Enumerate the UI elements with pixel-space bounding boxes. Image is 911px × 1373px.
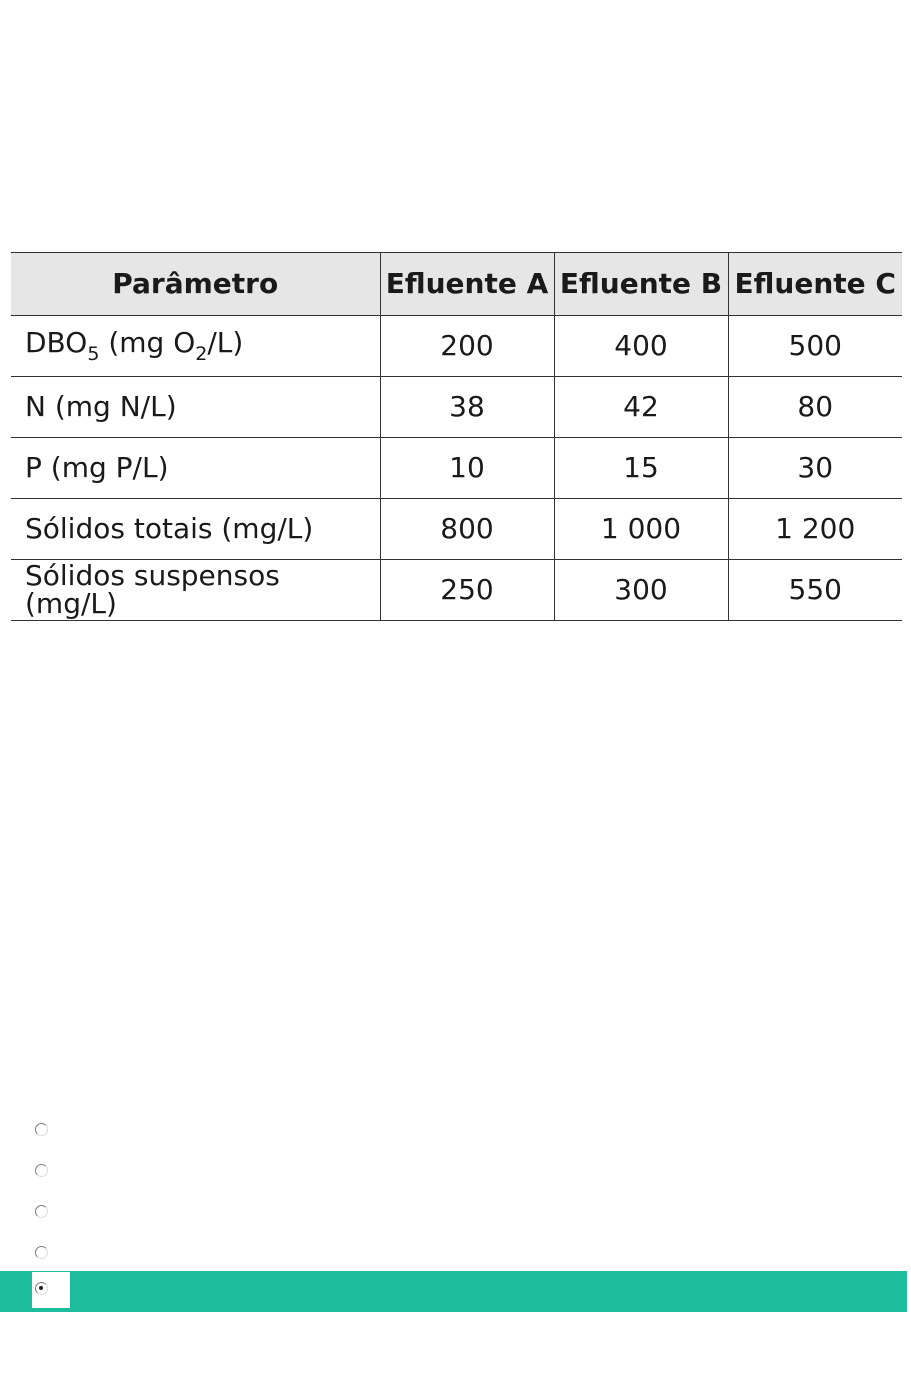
table-cell: 500 <box>728 316 902 377</box>
answer-option-c[interactable] <box>0 1189 911 1230</box>
table-row <box>11 438 902 499</box>
answer-option-d[interactable] <box>0 1230 911 1271</box>
header-efluente-a: Efluente A <box>380 253 554 316</box>
table-cell: 1 200 <box>728 499 902 560</box>
radio-button-e[interactable] <box>35 1282 48 1295</box>
table-cell: 1 000 <box>554 499 728 560</box>
dbo-unit-text: (mg O <box>99 325 196 359</box>
table-row <box>11 316 902 377</box>
radio-selected-dot <box>39 1286 43 1290</box>
row-label-dbo <box>11 316 380 377</box>
table-cell: 550 <box>728 560 902 621</box>
table-cell: 38 <box>380 377 554 438</box>
row-label-solidos-totais: Sólidos totais (mg/L) <box>11 499 380 560</box>
answer-option-a[interactable] <box>0 1107 911 1148</box>
table-cell: 42 <box>554 377 728 438</box>
table-cell: 15 <box>554 438 728 499</box>
table-cell: 800 <box>380 499 554 560</box>
row-label-n: N (mg N/L) <box>11 377 380 438</box>
dbo-subscript: 5 <box>87 342 100 365</box>
table-cell: 30 <box>728 438 902 499</box>
table-cell: 250 <box>380 560 554 621</box>
dbo-label-text: DBO <box>25 325 88 359</box>
header-efluente-b: Efluente B <box>554 253 728 316</box>
oxygen-subscript: 2 <box>195 342 208 365</box>
header-efluente-c: Efluente C <box>728 253 902 316</box>
answer-options <box>0 1107 911 1312</box>
radio-holder <box>32 1116 70 1148</box>
answer-option-b[interactable] <box>0 1148 911 1189</box>
table-cell: 10 <box>380 438 554 499</box>
dbo-unit-end: /L) <box>207 325 244 359</box>
table-row <box>11 499 902 560</box>
row-label-solidos-suspensos: Sólidos suspensos (mg/L) <box>11 560 380 621</box>
radio-holder <box>32 1157 70 1189</box>
table-cell: 400 <box>554 316 728 377</box>
parameter-table <box>11 252 902 621</box>
answer-option-e-selected[interactable] <box>0 1271 907 1312</box>
header-parametro: Parâmetro <box>11 253 380 316</box>
parameter-table-container <box>11 252 902 621</box>
table-row <box>11 560 902 621</box>
radio-holder <box>32 1272 70 1308</box>
radio-holder <box>32 1239 70 1271</box>
row-label-p: P (mg P/L) <box>11 438 380 499</box>
radio-holder <box>32 1198 70 1230</box>
table-cell: 300 <box>554 560 728 621</box>
radio-button-d[interactable] <box>35 1246 48 1259</box>
radio-button-c[interactable] <box>35 1205 48 1218</box>
table-cell: 200 <box>380 316 554 377</box>
table-cell: 80 <box>728 377 902 438</box>
table-header-row <box>11 253 902 316</box>
table-row <box>11 377 902 438</box>
radio-button-a[interactable] <box>35 1123 48 1136</box>
radio-button-b[interactable] <box>35 1164 48 1177</box>
